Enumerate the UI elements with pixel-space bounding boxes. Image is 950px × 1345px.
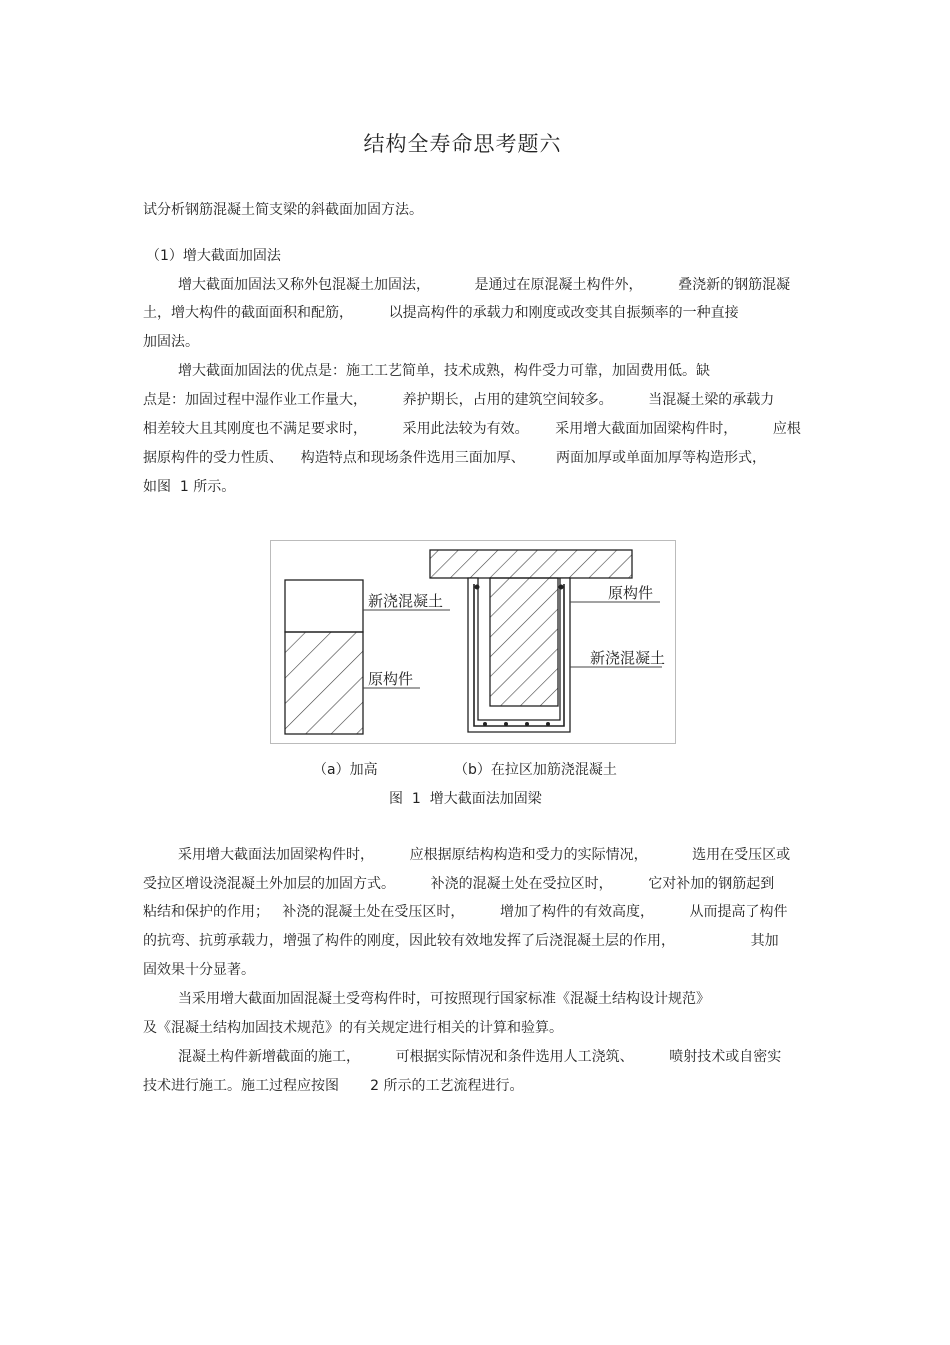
caption-a: （a）加高: [313, 762, 378, 778]
section-a-drawing: [285, 580, 450, 734]
figure-1-diagram: [270, 540, 676, 744]
label-new-concrete-a: 新浇混凝土: [368, 592, 444, 610]
question-text: 试分析钢筋混凝土简支梁的斜截面加固方法。: [143, 202, 423, 218]
paragraph-line: 据原构件的受力性质、 构造特点和现场条件选用三面加厚、 两面加厚或单面加厚等构造形式，: [143, 450, 766, 466]
paragraph-line: 及《混凝土结构加固技术规范》的有关规定进行相关的计算和验算。: [143, 1020, 563, 1036]
section-heading: （1）增大截面加固法: [146, 248, 281, 264]
paragraph-line: 相差较大且其刚度也不满足要求时， 采用此法较为有效。 采用增大截面加固梁构件时， 应根: [143, 421, 801, 437]
paragraph-line: 技术进行施工。施工过程应按图 2 所示的工艺流程进行。: [143, 1078, 524, 1094]
document-title: 结构全寿命思考题六: [363, 132, 562, 156]
paragraph-line: 固效果十分显著。: [143, 962, 255, 978]
paragraph-line: 增大截面加固法又称外包混凝土加固法， 是通过在原混凝土构件外， 叠浇新的钢筋混凝: [178, 277, 791, 293]
paragraph-line: 受拉区增设浇混凝土外加层的加固方式。 补浇的混凝土处在受拉区时， 它对补加的钢筋起到: [143, 876, 775, 892]
section-b-drawing: [430, 550, 665, 732]
paragraph-line: 采用增大截面法加固梁构件时， 应根据原结构构造和受力的实际情况， 选用在受压区或: [178, 847, 791, 863]
paragraph-line: 如图 1 所示。: [143, 479, 236, 495]
figure-caption: 图 1 增大截面法加固梁: [389, 791, 542, 807]
paragraph-line: 加固法。: [143, 334, 199, 350]
paragraph-line: 点是：加固过程中湿作业工作量大， 养护期长，占用的建筑空间较多。 当混凝土梁的承载力: [143, 392, 775, 408]
caption-b: （b）在拉区加筋浇混凝土: [454, 762, 617, 778]
paragraph-line: 的抗弯、抗剪承载力，增强了构件的刚度，因此较有效地发挥了后浇混凝土层的作用， 其加: [143, 933, 779, 949]
label-original-member-b: 原构件: [608, 584, 654, 602]
paragraph-line: 粘结和保护的作用； 补浇的混凝土处在受压区时， 增加了构件的有效高度， 从而提高了构件: [143, 904, 788, 920]
label-new-concrete-b: 新浇混凝土: [590, 649, 666, 667]
label-original-member-a: 原构件: [368, 670, 414, 688]
paragraph-line: 当采用增大截面加固混凝土受弯构件时，可按照现行国家标准《混凝土结构设计规范》: [178, 991, 710, 1007]
paragraph-line: 混凝土构件新增截面的施工， 可根据实际情况和条件选用人工浇筑、 喷射技术或自密实: [178, 1049, 782, 1065]
paragraph-line: 增大截面加固法的优点是：施工工艺简单，技术成熟，构件受力可靠，加固费用低。缺: [178, 363, 710, 379]
paragraph-line: 土，增大构件的截面面积和配筋， 以提高构件的承载力和刚度或改变其自振频率的一种直接: [143, 305, 739, 321]
